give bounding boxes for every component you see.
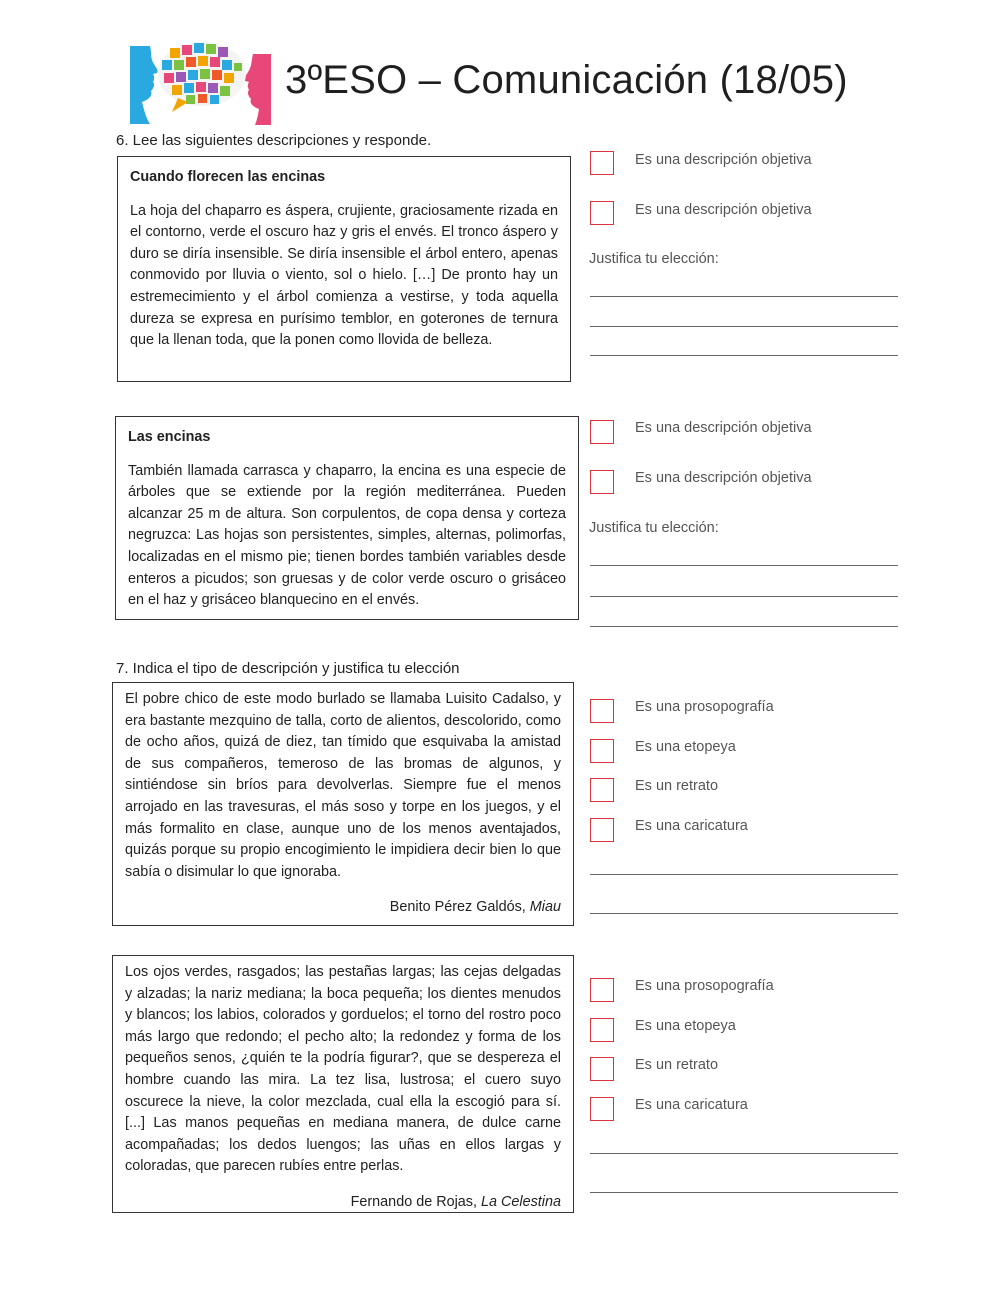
answer-line[interactable] [590,1153,898,1154]
checkbox-7-2-retrato[interactable] [590,1057,614,1081]
checkbox-6-2-option-1[interactable] [590,420,614,444]
text-body: También llamada carrasca y chaparro, la encina es una especie de árboles que se extiende por la región mediterránea. Pueden alcanzar 25 m de altura. Son corpulentos, de copa densa y corteza negruzca: Las hojas son persistentes, simples, alternas, polimorfas, localizadas en el mismo pie; tienen bordes también variables desde enteros a picudos; son gruesas y de color verde oscuro o grisáceo en el haz y grisáceo blanquecino en el envés. [128,462,566,609]
checkbox-7-1-prosopografia[interactable] [590,699,614,723]
text-title: Cuando florecen las encinas [130,169,326,185]
exercise-7-heading: 7. Indica el tipo de descripción y justifica tu elección [116,660,460,677]
answer-line[interactable] [590,565,898,566]
text-box-miau [112,682,574,926]
justify-label: Justifica tu elección: [589,251,719,267]
answer-line[interactable] [590,1192,898,1193]
answer-line[interactable] [590,296,898,297]
checkbox-7-1-retrato[interactable] [590,778,614,802]
option-label: Es una prosopografía [635,699,774,715]
text-box-cuando-florecen [117,156,571,382]
page-title: 3ºESO – Comunicación (18/05) [285,58,848,102]
option-label: Es un retrato [635,1057,719,1073]
checkbox-6-1-option-1[interactable] [590,151,614,175]
option-label: Es una prosopografía [635,978,774,994]
exercise-6-heading: 6. Lee las siguientes descripciones y responde. [116,132,432,149]
option-label: Es una descripción objetiva [635,420,812,436]
option-label: Es una caricatura [635,1097,748,1113]
option-label: Es una descripción objetiva [635,470,812,486]
work-title: Miau [529,899,561,916]
checkbox-7-1-etopeya[interactable] [590,739,614,763]
checkbox-7-2-etopeya[interactable] [590,1018,614,1042]
option-label: Es una descripción objetiva [635,202,812,218]
checkbox-7-1-caricatura[interactable] [590,818,614,842]
text-body: Los ojos verdes, rasgados; las pestañas largas; las cejas delgadas y alzadas; la nariz mediana; la boca pequeña; los dientes menudos y blancos; los labios, colorados y gorduelos; el torno del rostro poco más largo que redondo; el pecho alto; la redondez y forma de los pequeños senos, ¿quién te la podría figurar?, que se despereza el hombre cuando las mira. La tez lisa, lustrosa; el cuero suyo oscurece la nieve, la color mezclada, cual ella la escogió para sí. [...] Las manos pequeñas en mediana manera, de dulce carne acompañadas; los dedos luengos; las uñas en ellos largas y coloradas, que parecen rubíes entre perlas. [125,964,561,1175]
checkbox-6-1-option-2[interactable] [590,201,614,225]
option-label: Es un retrato [635,778,719,794]
option-label: Es una etopeya [635,739,736,755]
author-name: Fernando de Rojas, [350,1193,481,1210]
work-title: La Celestina [481,1193,561,1210]
option-label: Es una descripción objetiva [635,152,812,168]
author-citation [125,1192,561,1214]
text-box-las-encinas [115,416,579,620]
option-label: Es una etopeya [635,1018,736,1034]
author-name: Benito Pérez Galdós, [389,899,530,916]
answer-line[interactable] [590,913,898,914]
justify-label: Justifica tu elección: [589,520,719,536]
text-body: El pobre chico de este modo burlado se llamaba Luisito Cadalso, y era bastante mezquino de talla, corto de alientos, descolorido, como de ocho años, quizá de diez, tan tímido que esquivaba la amistad de sus compañeros, temeroso de las bromas de algunos, y sintiéndose sin bríos para devolverlas. Siempre fue el menos arrojado en las travesuras, el más soso y torpe en los juegos, y el más formalito en clase, aunque uno de los menos aventajados, quizás porque su propio encogimiento le impidiera decir bien lo que sabía o disimular lo que ignoraba. [125,691,561,880]
option-label: Es una caricatura [635,818,748,834]
checkbox-6-2-option-2[interactable] [590,470,614,494]
text-body: La hoja del chaparro es áspera, crujiente, graciosamente rizada en el contorno, verde el oscuro haz y gris el envés. El tronco áspero y duro se diría insensible. Se diría insensible el árbol entero, apenas conmovido por lluvia o viento, sol o hielo. […] De pronto hay un estremecimiento y el árbol comienza a vestirse, y toda aquella dureza se expresa en purísimo temblor, en goterones de ternura que la llenan toda, que la ponen como llovida de belleza. [130,202,558,349]
speech-bubble-faces-logo [128,36,273,126]
answer-line[interactable] [590,874,898,875]
text-box-la-celestina [112,955,574,1213]
answer-line[interactable] [590,596,898,597]
author-citation [125,897,561,919]
checkbox-7-2-caricatura[interactable] [590,1097,614,1121]
answer-line[interactable] [590,626,898,627]
answer-line[interactable] [590,355,898,356]
checkbox-7-2-prosopografia[interactable] [590,978,614,1002]
text-title: Las encinas [128,429,211,445]
answer-line[interactable] [590,326,898,327]
